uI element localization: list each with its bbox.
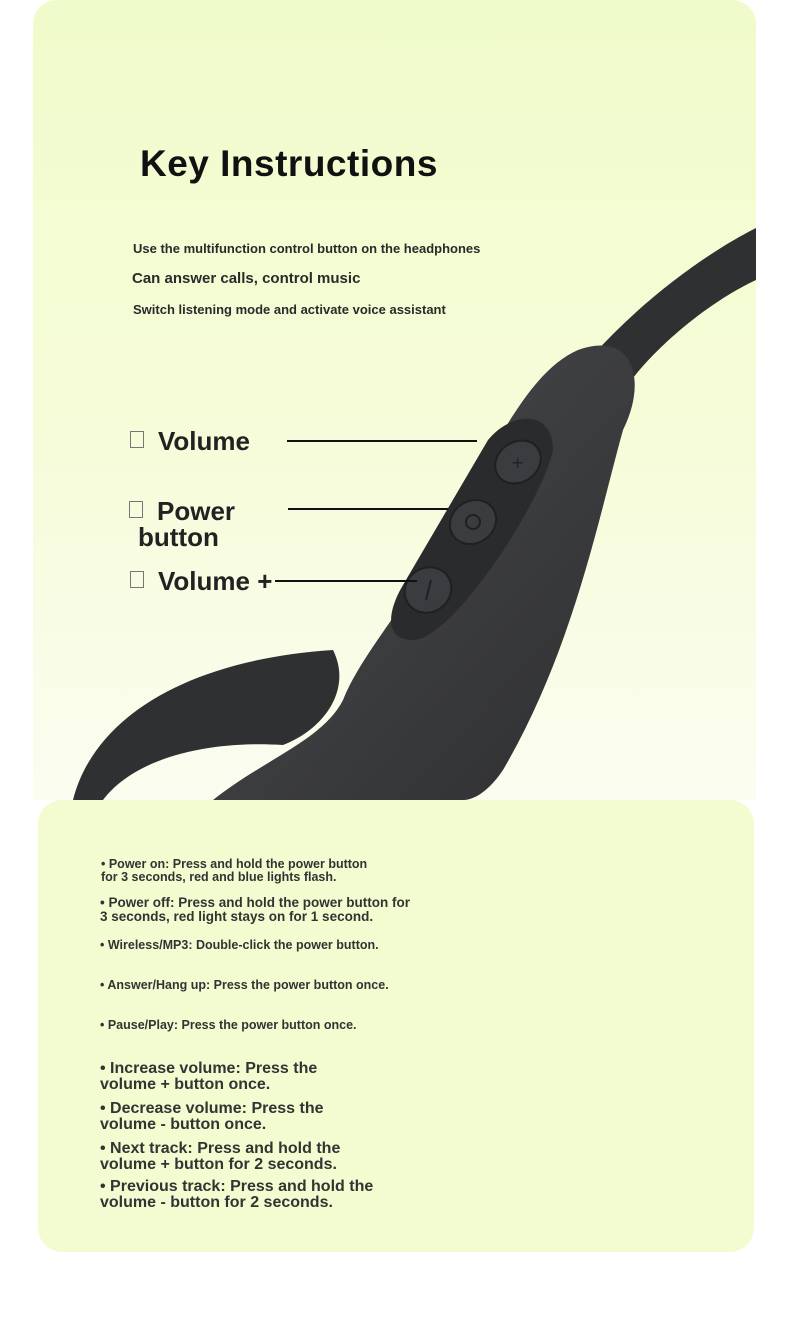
volume-minus-leader-line [287,440,477,442]
headphone-illustration [33,0,756,800]
placeholder-box-icon [129,501,143,518]
power-button-label [129,498,235,550]
intro-line-1: Use the multifunction control button on the headphones [133,241,481,256]
svg-text:+: + [511,453,525,472]
intro-line-3: Switch listening mode and activate voice assistant [133,302,446,317]
instruction-power-off: • Power off: Press and hold the power button for 3 seconds, red light stays on for 1 second. [100,895,410,924]
power-leader-line [288,508,448,510]
instruction-increase-volume: • Increase volume: Press the volume + button once. [100,1060,318,1093]
volume-plus-label [130,568,272,594]
instruction-wireless: • Wireless/MP3: Double-click the power button. [100,938,379,952]
volume-minus-label [130,428,250,454]
placeholder-box-icon [130,431,144,448]
instruction-answer: • Answer/Hang up: Press the power button once. [100,978,389,992]
page-title: Key Instructions [140,143,438,184]
instruction-next-track: • Next track: Press and hold the volume + button for 2 seconds. [100,1140,341,1173]
volume-plus-text: Volume + [158,566,273,596]
placeholder-box-icon [130,571,144,588]
instruction-pause-play: • Pause/Play: Press the power button once. [100,1018,357,1032]
volume-minus-text: Volume [158,426,250,456]
volume-plus-leader-line [275,580,417,582]
power-text-line1: Power [157,496,236,526]
instruction-power-on: • Power on: Press and hold the power button for 3 seconds, red and blue lights flash. [101,857,368,884]
instruction-decrease-volume: • Decrease volume: Press the volume - button once. [100,1100,324,1133]
instruction-previous-track: • Previous track: Press and hold the volume - button for 2 seconds. [100,1178,374,1211]
power-text-line2: button [138,522,219,552]
intro-line-2: Can answer calls, control music [132,270,361,287]
